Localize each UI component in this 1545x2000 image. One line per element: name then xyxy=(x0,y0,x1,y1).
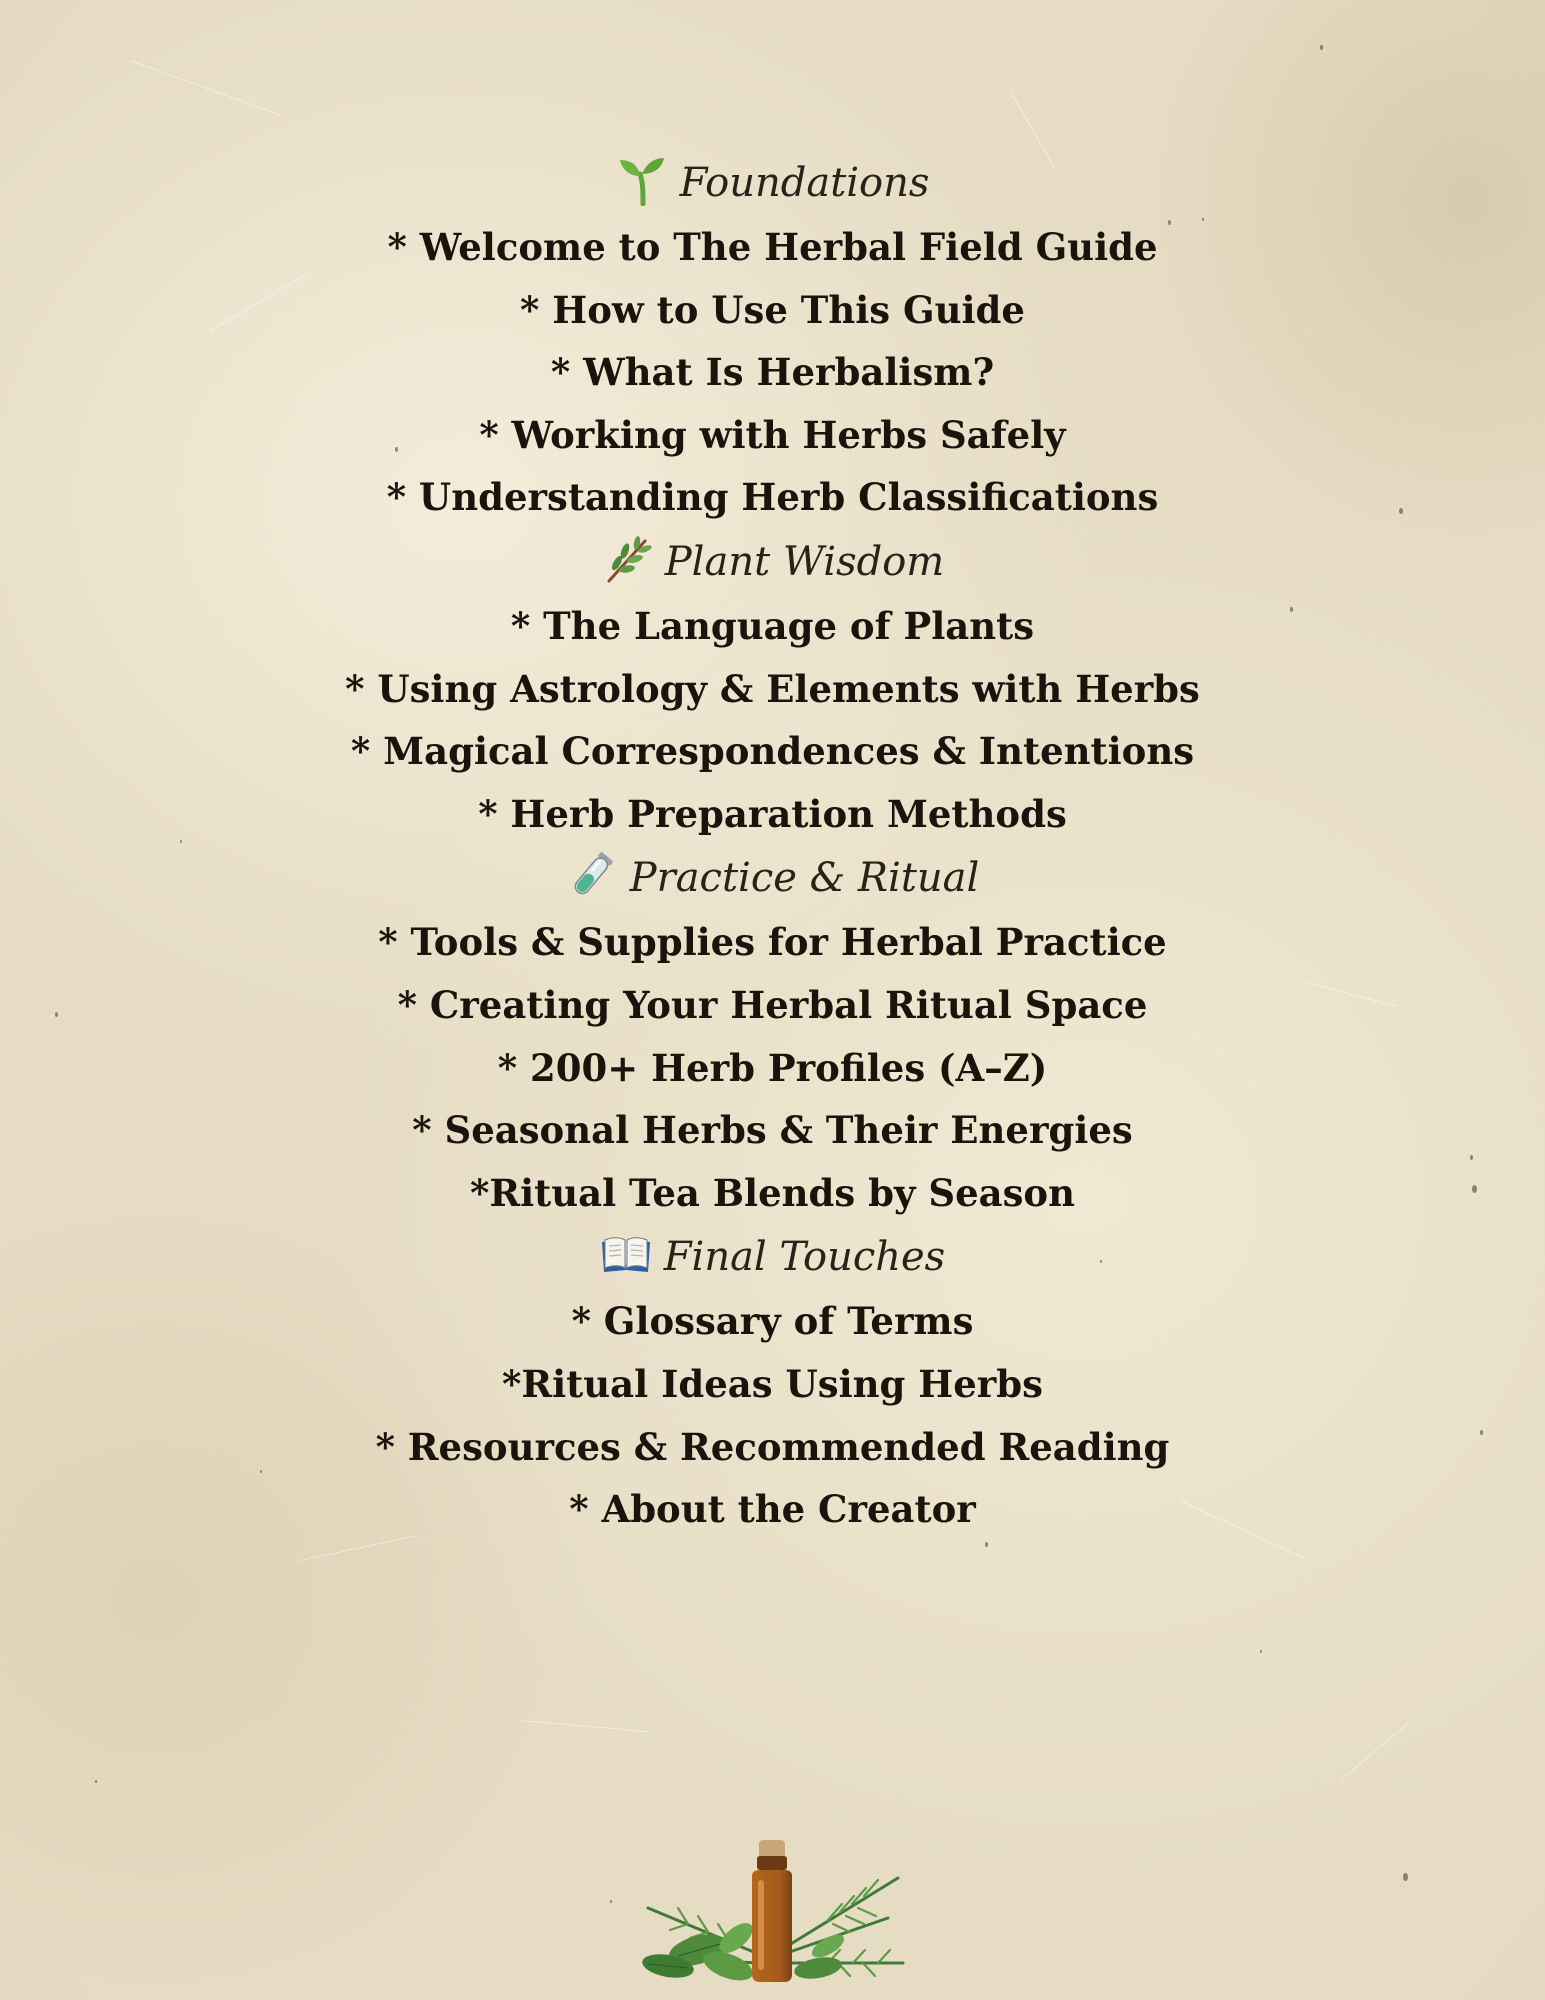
toc-item[interactable]: * The Language of Plants xyxy=(510,603,1035,648)
toc-item[interactable]: * Herb Preparation Methods xyxy=(478,791,1067,836)
herbs-and-oil-bottle-illustration xyxy=(628,1838,918,1988)
toc-item[interactable]: * Using Astrology & Elements with Herbs xyxy=(345,666,1200,711)
paper-speck xyxy=(985,1542,988,1547)
toc-item[interactable]: * How to Use This Guide xyxy=(520,287,1025,332)
section-heading-practice-ritual xyxy=(0,845,1545,911)
toc-item[interactable]: * Seasonal Herbs & Their Energies xyxy=(412,1108,1133,1153)
paper-speck xyxy=(1260,1650,1262,1653)
section-title: Foundations xyxy=(679,160,930,206)
toc-item[interactable]: * What Is Herbalism? xyxy=(550,350,995,395)
paper-scratch xyxy=(520,1720,650,1732)
section-title: Plant Wisdom xyxy=(664,538,945,585)
toc-item[interactable]: * Tools & Supplies for Herbal Practice xyxy=(378,920,1167,965)
toc-item[interactable]: * 200+ Herb Profiles (A–Z) xyxy=(497,1045,1048,1090)
paper-speck xyxy=(610,1900,612,1903)
toc-item[interactable]: * Glossary of Terms xyxy=(571,1299,974,1344)
toc-item[interactable]: * Resources & Recommended Reading xyxy=(375,1424,1170,1469)
test-tube-icon xyxy=(566,849,618,901)
toc-item[interactable]: *Ritual Tea Blends by Season xyxy=(470,1170,1075,1215)
herb-sprig-icon xyxy=(601,533,653,585)
paper-scratch xyxy=(1340,1722,1410,1781)
paper-speck xyxy=(95,1780,97,1783)
toc-item[interactable]: * Understanding Herb Classifications xyxy=(386,475,1159,520)
paper-scratch xyxy=(130,60,281,116)
toc-item[interactable]: * Working with Herbs Safely xyxy=(479,412,1066,457)
toc-item[interactable]: * Creating Your Herbal Ritual Space xyxy=(397,982,1148,1027)
toc-item[interactable]: * Magical Correspondences & Intentions xyxy=(350,729,1195,774)
section-title: Final Touches xyxy=(663,1234,946,1281)
section-title: Practice & Ritual xyxy=(629,855,980,902)
paper-speck xyxy=(1403,1873,1408,1881)
section-heading-foundations xyxy=(0,150,1545,216)
open-book-icon xyxy=(600,1228,652,1280)
table-of-contents xyxy=(0,150,1545,1541)
toc-item[interactable]: * Welcome to The Herbal Field Guide xyxy=(387,225,1158,269)
toc-item[interactable]: *Ritual Ideas Using Herbs xyxy=(502,1361,1043,1406)
seedling-icon xyxy=(616,154,668,206)
section-heading-final-touches xyxy=(0,1224,1545,1290)
section-heading-plant-wisdom xyxy=(0,529,1545,595)
toc-item[interactable]: * About the Creator xyxy=(569,1487,976,1532)
paper-speck xyxy=(1320,45,1323,50)
